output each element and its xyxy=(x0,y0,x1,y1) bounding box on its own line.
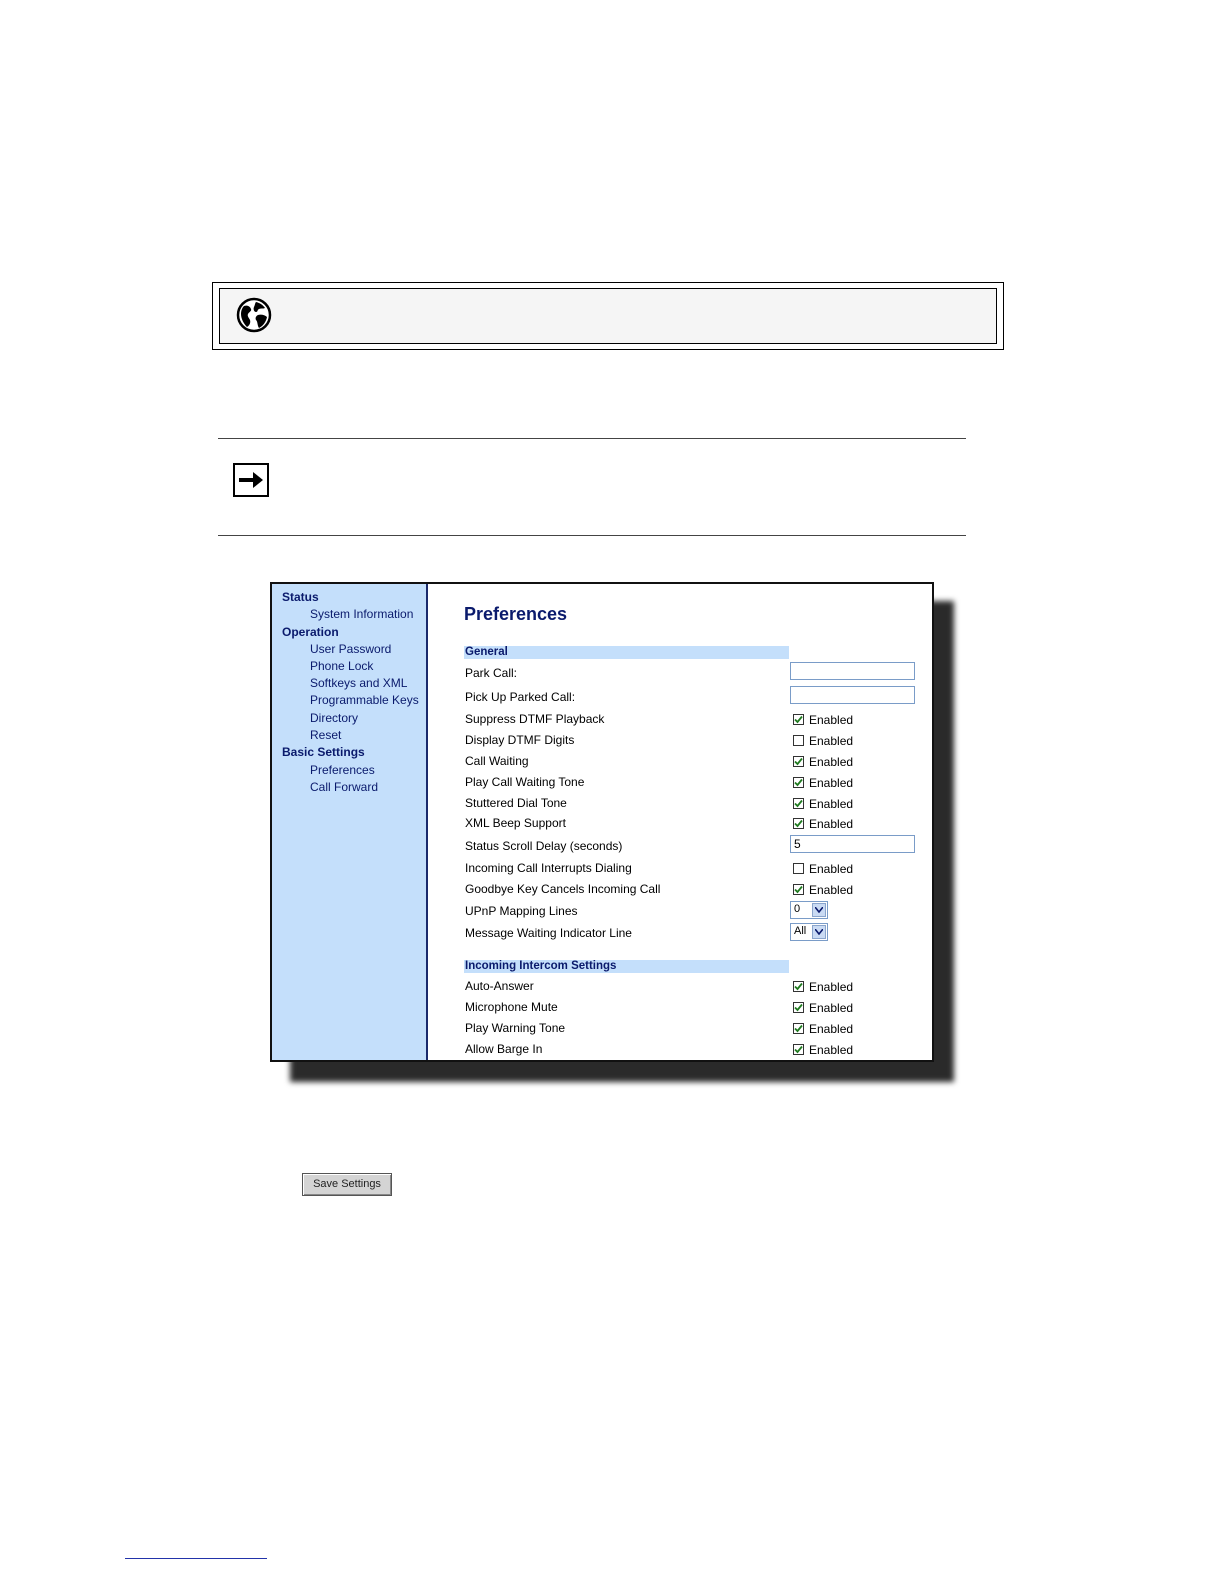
nav-item-reset[interactable]: Reset xyxy=(310,728,342,742)
checkmark-icon xyxy=(794,982,803,991)
checkbox-box[interactable] xyxy=(793,735,804,746)
checkbox-label: Enabled xyxy=(809,980,854,994)
checkbox-label: Enabled xyxy=(809,776,854,790)
checkbox-label: Enabled xyxy=(809,817,854,831)
allow-barge-in-label: Allow Barge In xyxy=(465,1042,543,1056)
webui-callout xyxy=(212,282,1004,350)
park-call-input[interactable] xyxy=(790,662,915,680)
checkbox-label: Enabled xyxy=(809,734,854,748)
webui-screenshot xyxy=(270,582,934,1062)
checkbox-box[interactable] xyxy=(793,798,804,809)
pick-up-parked-call-label: Pick Up Parked Call: xyxy=(465,690,576,704)
nav-item-softkeys-xml[interactable]: Softkeys and XML xyxy=(310,676,408,690)
mwi-line-select[interactable] xyxy=(790,923,828,941)
checkbox-label: Enabled xyxy=(809,797,854,811)
note-rule-top xyxy=(218,438,966,439)
checkmark-icon xyxy=(794,885,803,894)
webui-callout-inner xyxy=(219,288,997,344)
nav-heading-operation[interactable]: Operation xyxy=(282,625,339,639)
chevron-down-icon[interactable] xyxy=(812,925,826,939)
checkmark-icon xyxy=(794,819,803,828)
globe-icon xyxy=(236,297,272,333)
chevron-down-icon[interactable] xyxy=(812,903,826,917)
nav-heading-status[interactable]: Status xyxy=(282,590,319,604)
checkbox-label: Enabled xyxy=(809,1022,854,1036)
checkbox-box[interactable] xyxy=(793,1002,804,1013)
auto-answer-label: Auto-Answer xyxy=(465,979,534,993)
checkbox-box[interactable] xyxy=(793,818,804,829)
checkbox-label: Enabled xyxy=(809,862,854,876)
nav-item-phone-lock[interactable]: Phone Lock xyxy=(310,659,374,673)
checkbox-box[interactable] xyxy=(793,714,804,725)
nav-heading-basic-settings[interactable]: Basic Settings xyxy=(282,745,365,759)
checkmark-icon xyxy=(794,1003,803,1012)
nav-item-user-password[interactable]: User Password xyxy=(310,642,392,656)
checkmark-icon xyxy=(794,757,803,766)
arrow-right-icon xyxy=(233,463,269,497)
upnp-lines-select[interactable] xyxy=(790,901,828,919)
checkmark-icon xyxy=(794,715,803,724)
checkbox-box[interactable] xyxy=(793,981,804,992)
mwi-line-label: Message Waiting Indicator Line xyxy=(465,926,632,940)
footnote-rule xyxy=(125,1558,267,1559)
pick-up-parked-call-input[interactable] xyxy=(790,686,915,704)
checkbox-label: Enabled xyxy=(809,713,854,727)
goodbye-cancels-label: Goodbye Key Cancels Incoming Call xyxy=(465,882,661,896)
preferences-panel xyxy=(428,584,932,1060)
display-dtmf-label: Display DTMF Digits xyxy=(465,733,575,747)
checkmark-icon xyxy=(794,778,803,787)
page-title: Preferences xyxy=(464,604,568,624)
checkbox-box[interactable] xyxy=(793,863,804,874)
status-scroll-delay-input[interactable]: 5 xyxy=(790,835,915,853)
nav-item-preferences[interactable]: Preferences xyxy=(310,763,375,777)
sidebar-nav xyxy=(272,584,428,1060)
checkbox-box[interactable] xyxy=(793,777,804,788)
xml-beep-label: XML Beep Support xyxy=(465,816,566,830)
checkbox-box[interactable] xyxy=(793,884,804,895)
checkmark-icon xyxy=(794,1045,803,1054)
nav-item-system-information[interactable]: System Information xyxy=(310,607,414,621)
checkbox-box[interactable] xyxy=(793,1023,804,1034)
checkbox-label: Enabled xyxy=(809,1001,854,1015)
upnp-lines-label: UPnP Mapping Lines xyxy=(465,904,578,918)
checkbox-label: Enabled xyxy=(809,1043,854,1057)
incoming-interrupts-label: Incoming Call Interrupts Dialing xyxy=(465,861,632,875)
checkbox-box[interactable] xyxy=(793,756,804,767)
suppress-dtmf-label: Suppress DTMF Playback xyxy=(465,712,605,726)
checkbox-label: Enabled xyxy=(809,883,854,897)
select-value: All xyxy=(794,925,807,937)
call-waiting-label: Call Waiting xyxy=(465,754,529,768)
nav-item-directory[interactable]: Directory xyxy=(310,711,359,725)
stuttered-dial-tone-label: Stuttered Dial Tone xyxy=(465,796,567,810)
play-cw-tone-label: Play Call Waiting Tone xyxy=(465,775,585,789)
checkbox-box[interactable] xyxy=(793,1044,804,1055)
nav-item-call-forward[interactable]: Call Forward xyxy=(310,780,379,794)
park-call-label: Park Call: xyxy=(465,666,518,680)
status-scroll-delay-label: Status Scroll Delay (seconds) xyxy=(465,839,623,853)
section-general-header: General xyxy=(464,646,789,659)
section-intercom-header: Incoming Intercom Settings xyxy=(464,960,789,973)
select-value: 0 xyxy=(794,903,801,915)
play-warning-tone-label: Play Warning Tone xyxy=(465,1021,566,1035)
nav-item-programmable-keys[interactable]: Programmable Keys xyxy=(310,693,419,707)
checkmark-icon xyxy=(794,799,803,808)
checkmark-icon xyxy=(794,1024,803,1033)
checkbox-label: Enabled xyxy=(809,755,854,769)
note-rule-bottom xyxy=(218,535,966,536)
microphone-mute-label: Microphone Mute xyxy=(465,1000,558,1014)
save-settings-button[interactable]: Save Settings xyxy=(302,1173,392,1196)
